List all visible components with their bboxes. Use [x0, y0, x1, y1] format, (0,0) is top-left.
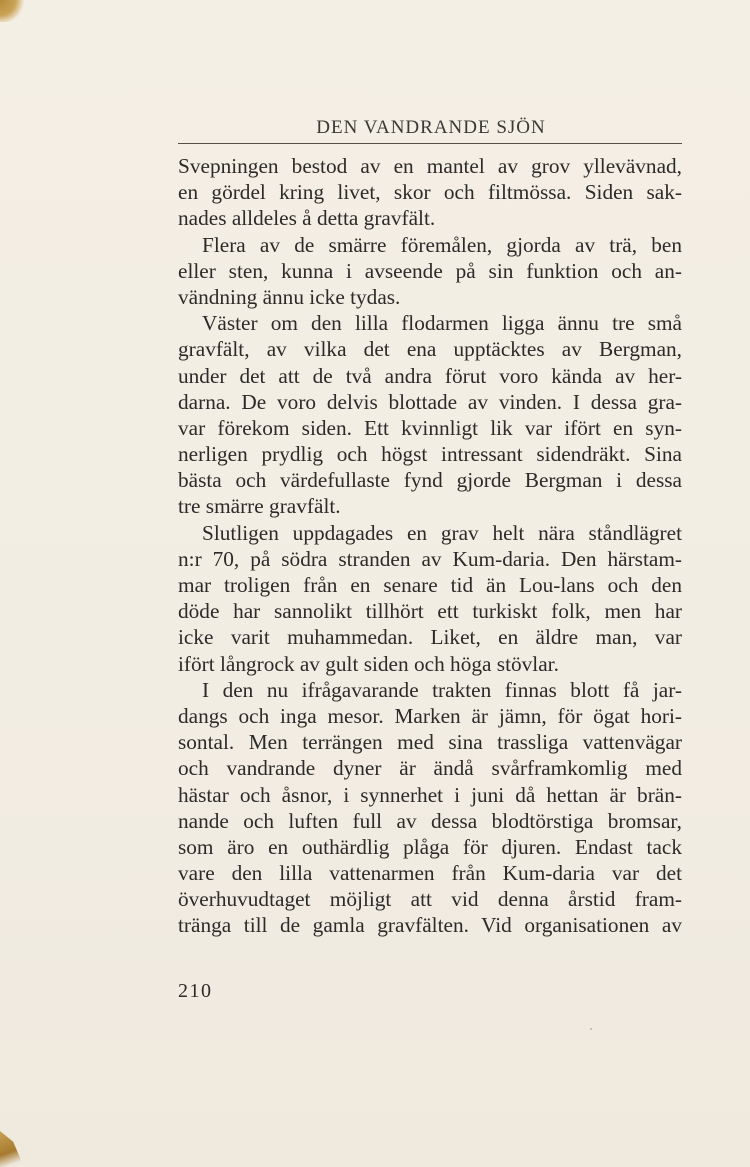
text-line: Flera av de smärre föremålen, gjorda av trä, ben: [202, 232, 682, 257]
text-line: dangs och inga mesor. Marken är jämn, för ögat hori-: [178, 703, 682, 728]
text-line: under det att de två andra förut voro kända av her-: [178, 363, 682, 388]
page-number: 210: [178, 980, 213, 1002]
text-line: eller sten, kunna i avseende på sin funktion och an-: [178, 258, 682, 283]
text-line: I den nu ifrågavarande trakten finnas blott få jar-: [202, 677, 682, 702]
text-line: Slutligen uppdagades en grav helt nära ståndlägret: [202, 520, 682, 545]
page-corner-stain-bottom: [0, 1131, 24, 1167]
text-line: vändning ännu icke tydas.: [178, 284, 401, 309]
text-line: nerligen prydlig och högst intressant sidendräkt. Sina: [178, 442, 682, 467]
text-line: och vandrande dyner är ändå svårframkomlig med: [178, 756, 682, 781]
running-head: DEN VANDRANDE SJÖN: [316, 117, 546, 138]
text-line: en gördel kring livet, skor och filtmössa. Siden sak-: [178, 180, 682, 205]
text-line: vare den lilla vattenarmen från Kum-daria var det: [178, 861, 682, 886]
text-line: döde har sannolikt tillhört ett turkiskt folk, men har: [178, 599, 682, 624]
text-line: tränga till de gamla gravfälten. Vid organisationen av: [178, 913, 682, 938]
text-line: nades alldeles å detta gravfält.: [178, 206, 436, 231]
text-line: Svepningen bestod av en mantel av grov yllevävnad,: [178, 154, 682, 178]
text-line: som äro en outhärdlig plåga för djuren. Endast tack: [178, 834, 682, 859]
text-line: tre smärre gravfält.: [178, 494, 341, 519]
text-line: n:r 70, på södra stranden av Kum-daria. Den härstam-: [178, 546, 682, 571]
text-line: bästa och värdefullaste fynd gjorde Bergman i dessa: [178, 468, 682, 493]
text-line: nande och luften full av dessa blodtörstiga bromsar,: [178, 808, 682, 833]
text-line: Väster om den lilla flodarmen ligga ännu tre små: [202, 311, 682, 336]
text-line: ifört långrock av gult siden och höga stövlar.: [178, 651, 559, 676]
text-line: sontal. Men terrängen med sina trassliga vattenvägar: [178, 730, 682, 755]
paper-speck: [590, 1028, 592, 1030]
text-line: gravfält, av vilka det ena upptäcktes av Bergman,: [178, 337, 682, 362]
body-text: [178, 153, 682, 939]
text-line: överhuvudtaget möjligt att vid denna årstid fram-: [178, 887, 682, 912]
page-corner-stain: [0, 0, 26, 22]
text-line: var förekom siden. Ett kvinnligt lik var ifört en syn-: [178, 415, 682, 440]
header-rule: [178, 143, 682, 144]
text-line: hästar och åsnor, i synnerhet i juni då hettan är brän-: [178, 782, 682, 807]
text-line: icke varit muhammedan. Liket, en äldre man, var: [178, 625, 682, 650]
text-line: mar troligen från en senare tid än Lou-lans och den: [178, 573, 682, 597]
text-line: darna. De voro delvis blottade av vinden. I dessa gra-: [178, 389, 682, 414]
